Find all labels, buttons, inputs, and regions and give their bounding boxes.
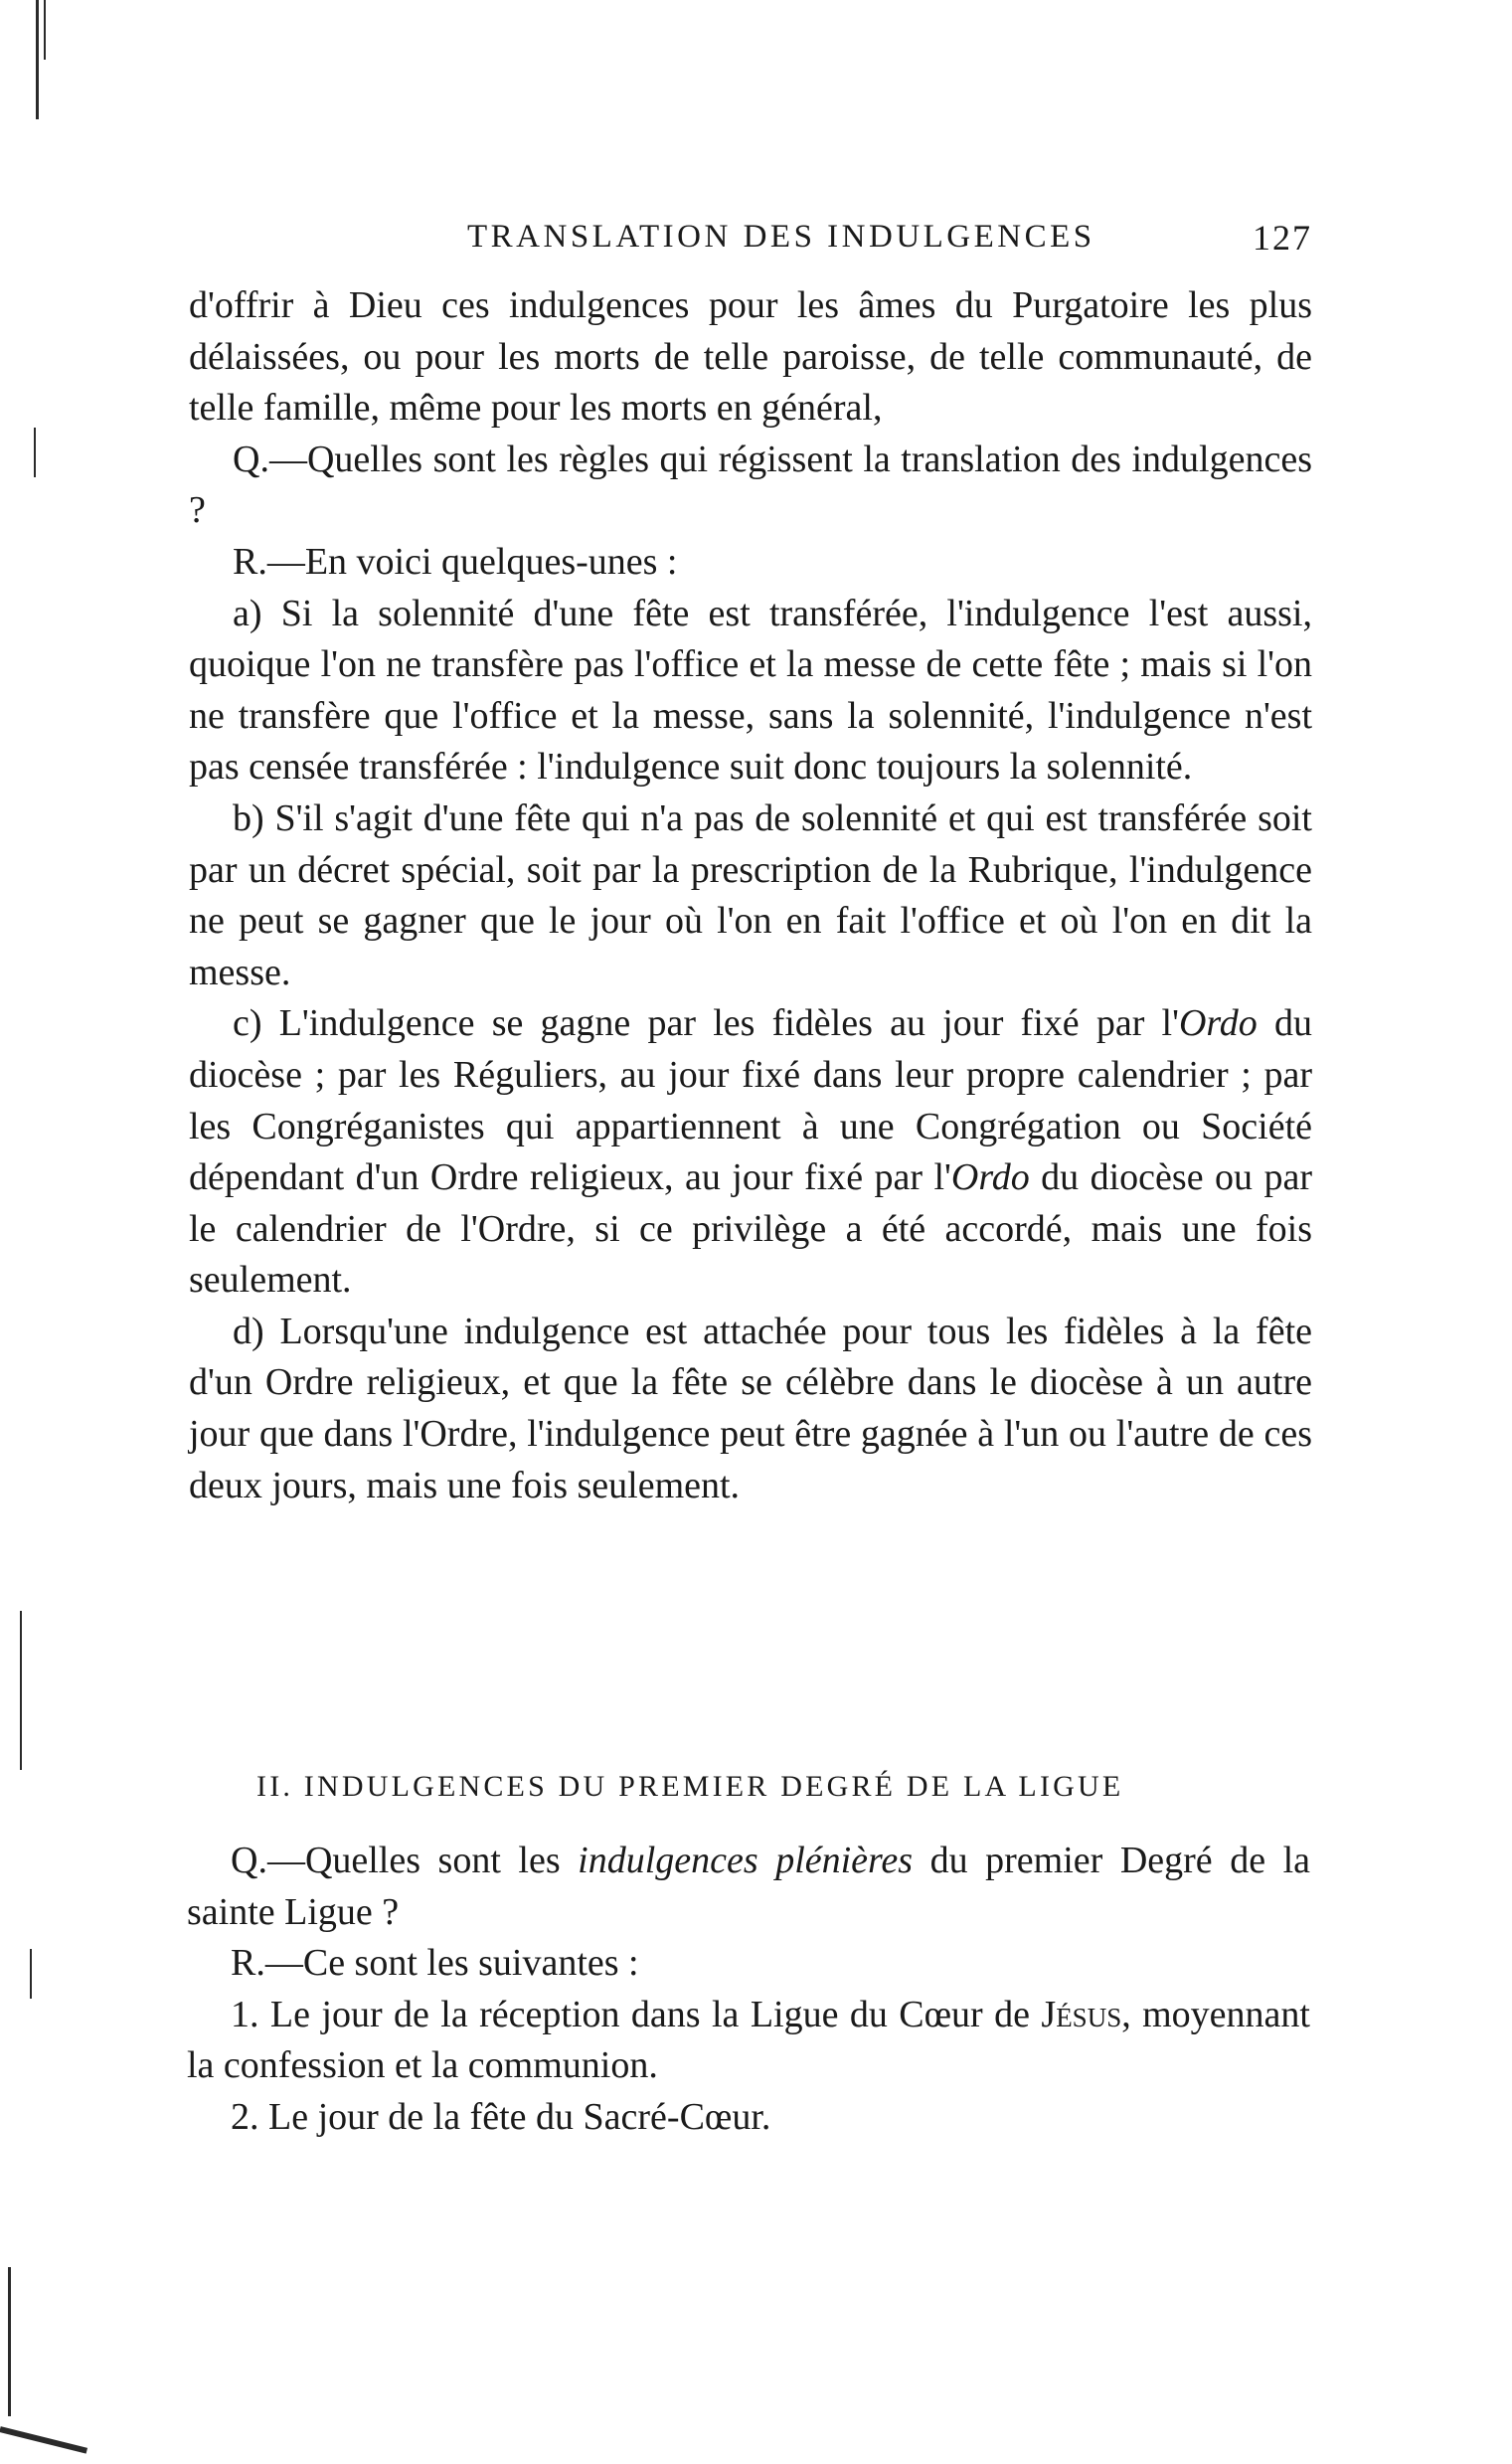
scan-edge-line [34,428,36,477]
paragraph: d'offrir à Dieu ces indulgences pour les âmes du Purgatoire les plus délaissées, ou pour les morts de telle paroisse, de telle communauté, de telle famille, même pour les morts en général, [189,284,1312,430]
text-run: Q.—Quelles sont les [231,1840,579,1881]
text-run: , moyennant la confession et la communion. [187,1993,1310,2087]
scan-edge-line [44,0,46,60]
paragraph-item-b: b) S'il s'agit d'une fête qui n'a pas de solennité et qui est transférée soit par un décret spécial, soit par la prescription de la Rubrique, l'indulgence ne peut se gagner que le jour où l'on en fait l'office et où l'on en dit la messe. [189,796,1312,993]
text-run: du premier Degré de la sainte Ligue ? [187,1840,1311,1933]
text-run: du diocèse ou par le calendrier de l'Ordre, si ce privilège a été accordé, mais une fois seulement. [189,1156,1312,1302]
section-heading: II. INDULGENCES DU PREMIER DEGRÉ DE LA LIGUE [256,1770,1124,1803]
scan-edge-line [36,0,39,119]
text-run: c) L'indulgence se gagne par les fidèles au jour fixé par l' [233,1002,1179,1045]
italic-ordo: Ordo [1178,1002,1258,1045]
running-title: TRANSLATION DES INDULGENCES [467,219,1095,255]
scan-edge-line [20,1611,22,1770]
paragraph-question [187,1836,1310,1938]
paragraph-answer: R.—Ce sont les suivantes : [231,1942,639,1985]
paragraph-answer: R.—En voici quelques-unes : [233,540,678,583]
scan-edge-line [30,1949,32,1999]
small-caps-name: Jésus [1041,1993,1122,2035]
scan-edge-line [8,2267,11,2416]
italic-phrase: indulgences plénières [578,1840,914,1881]
list-item: 2. Le jour de la fête du Sacré-Cœur. [231,2095,771,2138]
text-run: 1. Le jour de la réception dans la Ligue du Cœur de [231,1993,1042,2035]
section-text [187,1836,1310,2144]
scan-edge-corner [0,2426,87,2454]
page-number: 127 [1253,218,1312,258]
paragraph-item-a: a) Si la solennité d'une fête est transférée, l'indulgence l'est aussi, quoique l'on ne transfère pas l'office et la messe de cette fête ; mais si l'on ne transfère que l'office et la messe, sans la solennité, l'indulgence n'est pas censée transférée : l'indulgence suit donc toujours la solennité. [189,592,1312,789]
text-run: du diocèse ; par les Réguliers, au jour fixé dans leur propre calendrier ; par les Congréganistes qui appartiennent à une Congrégation ou Société dépendant d'un Ordre religieux, au jour fixé par l' [189,1002,1312,1199]
paragraph-item-d: d) Lorsqu'une indulgence est attachée pour tous les fidèles à la fête d'un Ordre religieux, et que la fête se célèbre dans le diocèse à un autre jour que dans l'Ordre, l'indulgence peut être gagnée à l'un ou l'autre de ces deux jours, mais une fois seulement. [189,1310,1312,1506]
paragraph-item-c [189,998,1312,1307]
main-text [189,280,1312,1511]
list-item [187,1990,1310,2092]
paragraph-question: Q.—Quelles sont les règles qui régissent la translation des indulgences ? [189,438,1312,532]
italic-ordo: Ordo [950,1156,1030,1199]
running-header [189,211,1312,261]
